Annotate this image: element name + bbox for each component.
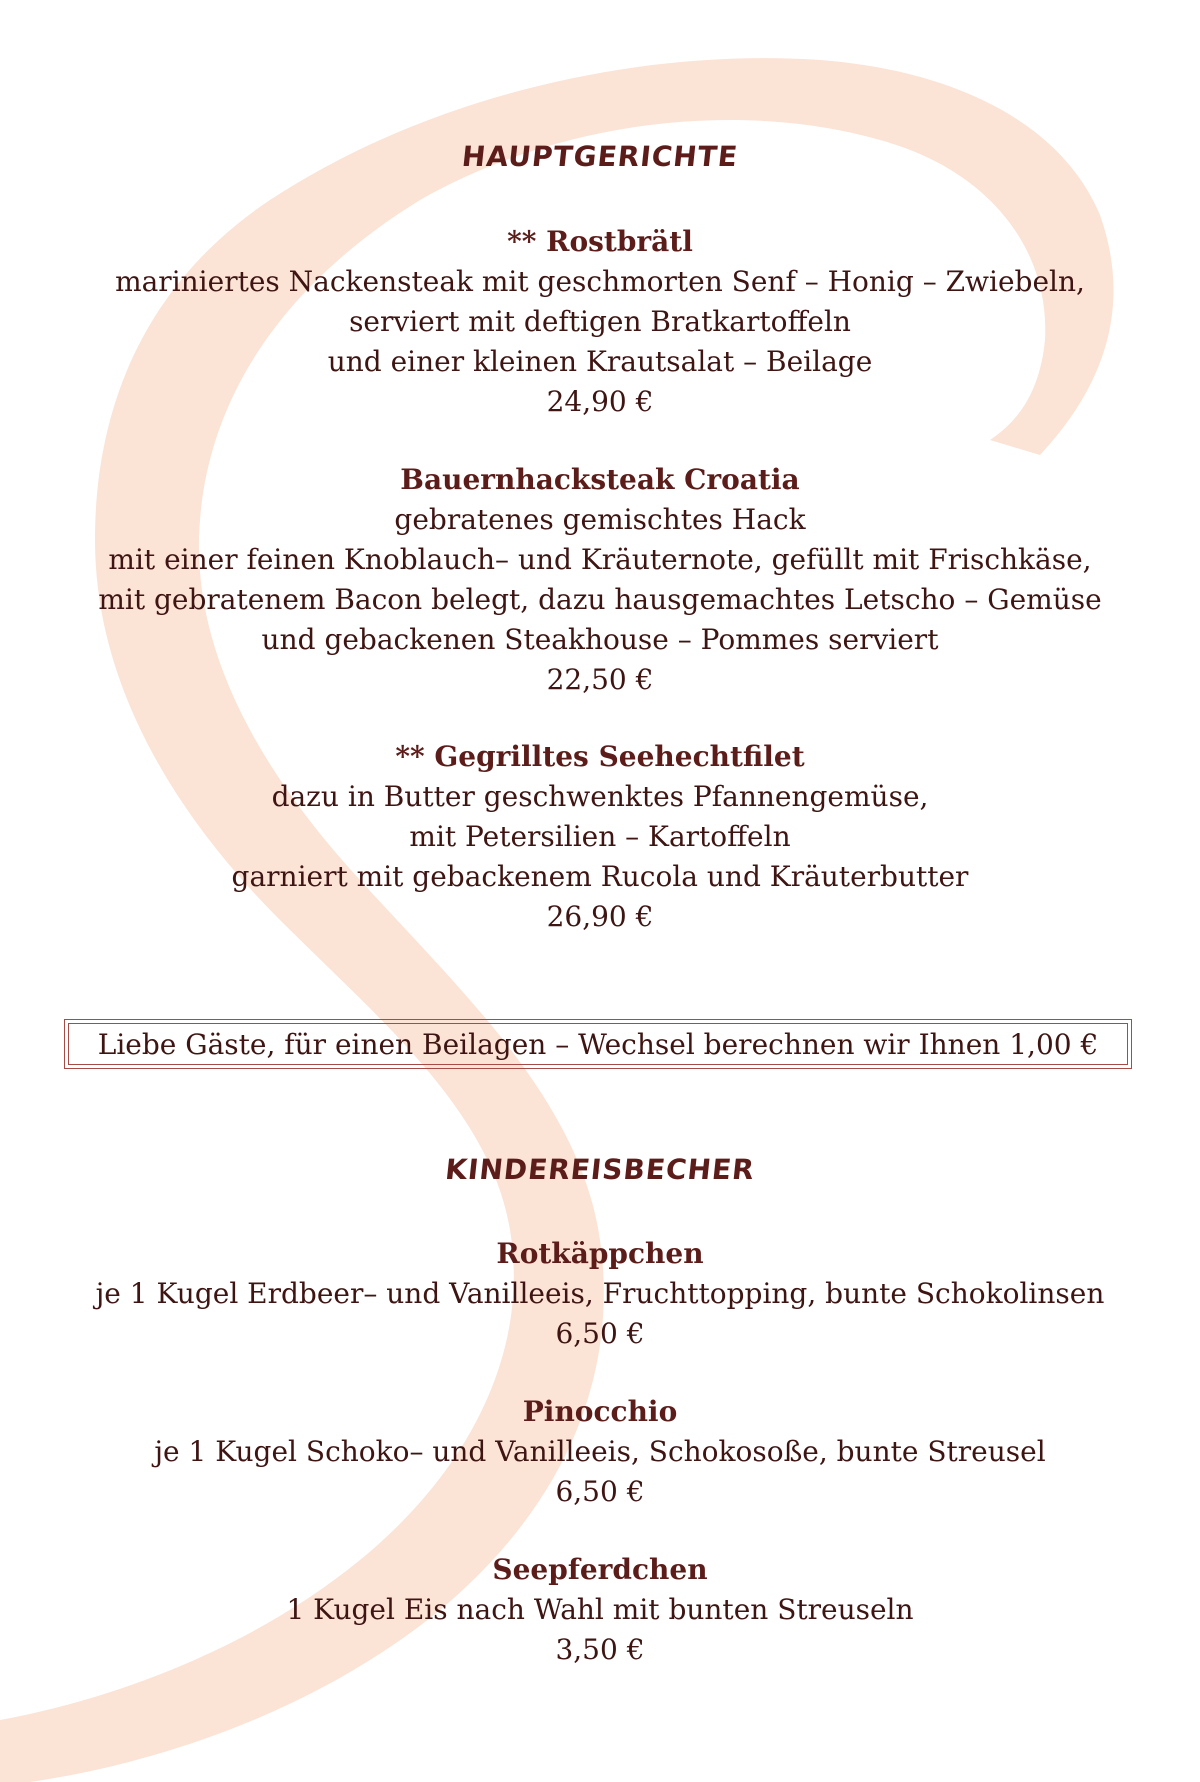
item-description-line: serviert mit deftigen Bratkartoffeln: [349, 305, 851, 338]
item-description-line: mit einer feinen Knoblauch– und Kräuternote, gefüllt mit Frischkäse,: [108, 543, 1092, 576]
section-title-kindereisbecher: KINDEREISBECHER: [443, 1153, 757, 1186]
item-name: Seepferdchen: [492, 1553, 708, 1586]
item-description-line: garniert mit gebackenem Rucola und Kräuterbutter: [231, 860, 969, 893]
item-description-line: und gebackenen Steakhouse – Pommes serviert: [261, 623, 939, 656]
item-price: 3,50 €: [555, 1633, 645, 1666]
menu-item-pinocchio: [0, 1392, 1200, 1512]
item-price: 22,50 €: [546, 663, 654, 696]
menu-item-seehechtfilet: [0, 737, 1200, 937]
item-description-line: und einer kleinen Krautsalat – Beilage: [327, 345, 873, 378]
item-price: 24,90 €: [546, 385, 654, 418]
item-description-line: je 1 Kugel Erdbeer– und Vanilleeis, Fruchttopping, bunte Schokolinsen: [95, 1277, 1105, 1310]
item-description-line: mariniertes Nackensteak mit geschmorten Senf – Honig – Zwiebeln,: [115, 265, 1085, 298]
item-description-line: gebratenes gemischtes Hack: [394, 503, 806, 536]
item-price: 26,90 €: [546, 900, 654, 933]
menu-item-rotkaeppchen: [0, 1234, 1200, 1354]
item-name: Pinocchio: [522, 1395, 678, 1428]
side-dish-notice-text: Liebe Gäste, für einen Beilagen – Wechsel berechnen wir Ihnen 1,00 €: [68, 1023, 1128, 1065]
side-dish-notice-box: [64, 1019, 1132, 1069]
menu-item-seepferdchen: [0, 1550, 1200, 1670]
section-title-hauptgerichte: HAUPTGERICHTE: [460, 140, 740, 173]
menu-item-rostbraetl: [0, 222, 1200, 422]
item-price: 6,50 €: [555, 1317, 645, 1350]
item-price: 6,50 €: [555, 1475, 645, 1508]
item-name: Bauernhacksteak Croatia: [400, 463, 800, 496]
item-name: ** Gegrilltes Seehechtfilet: [395, 740, 805, 773]
item-name: Rotkäppchen: [496, 1237, 704, 1270]
item-name: ** Rostbrätl: [507, 225, 693, 258]
item-description-line: je 1 Kugel Schoko– und Vanilleeis, Schokosoße, bunte Streusel: [154, 1435, 1046, 1468]
item-description-line: 1 Kugel Eis nach Wahl mit bunten Streuseln: [286, 1593, 914, 1626]
item-description-line: mit Petersilien – Kartoffeln: [409, 820, 791, 853]
item-description-line: dazu in Butter geschwenktes Pfannengemüse,: [271, 780, 929, 813]
item-description-line: mit gebratenem Bacon belegt, dazu hausgemachtes Letscho – Gemüse: [98, 583, 1102, 616]
menu-item-bauernhacksteak: [0, 460, 1200, 700]
